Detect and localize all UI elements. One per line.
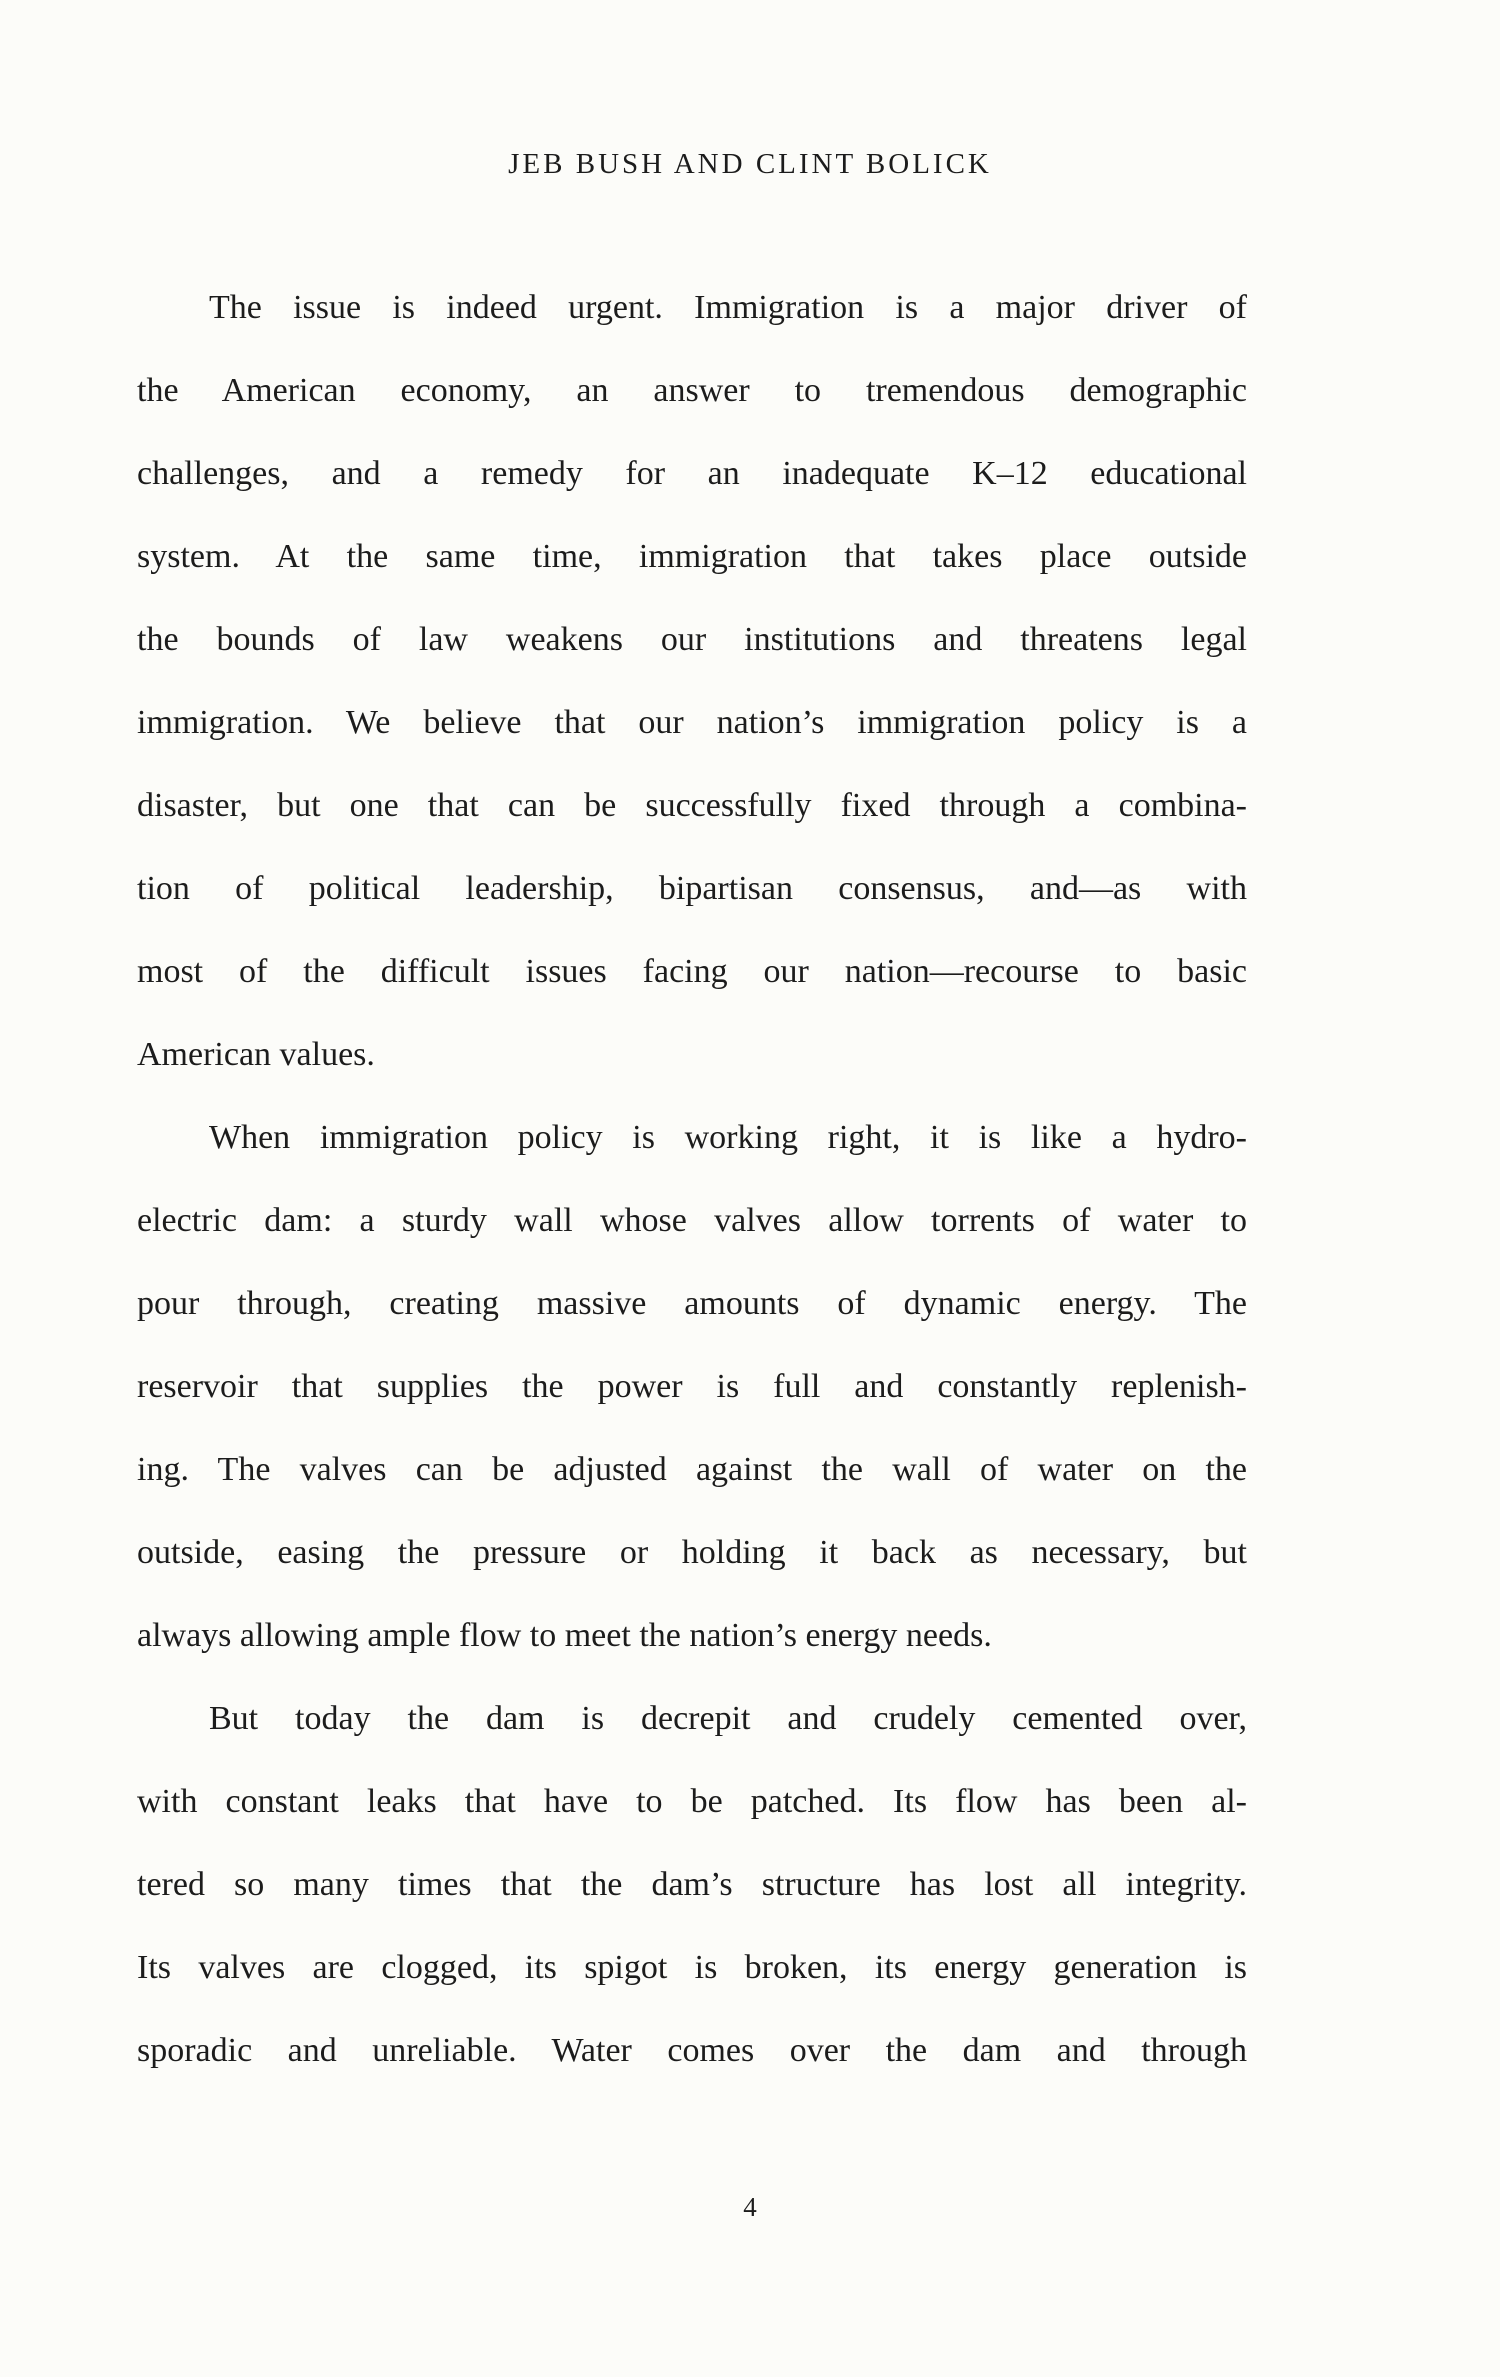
paragraph: [137, 1096, 1247, 1677]
text-line: immigration. We believe that our nation’s immigration policy is a: [137, 704, 1247, 741]
paragraph: [137, 1677, 1247, 2092]
running-header: JEB BUSH AND CLINT BOLICK: [508, 148, 992, 180]
text-line: outside, easing the pressure or holding it back as necessary, but: [137, 1534, 1247, 1571]
text-line: tion of political leadership, bipartisan consensus, and—as with: [137, 870, 1247, 907]
text-line: most of the difficult issues facing our nation—recourse to basic: [137, 953, 1247, 990]
text-line: The issue is indeed urgent. Immigration is a major driver of: [209, 289, 1247, 326]
text-line: challenges, and a remedy for an inadequate K–12 educational: [137, 455, 1247, 492]
text-line: disaster, but one that can be successfully fixed through a combina-: [137, 787, 1247, 824]
text-line: pour through, creating massive amounts of dynamic energy. The: [137, 1285, 1247, 1322]
text-line: electric dam: a sturdy wall whose valves allow torrents of water to: [137, 1202, 1247, 1239]
text-line: system. At the same time, immigration that takes place outside: [137, 538, 1247, 575]
text-line: ing. The valves can be adjusted against the wall of water on the: [137, 1451, 1247, 1488]
paragraph: [137, 266, 1247, 1096]
text-line: the bounds of law weakens our institutions and threatens legal: [137, 621, 1247, 658]
text-line: When immigration policy is working right, it is like a hydro-: [209, 1119, 1247, 1156]
text-line: Its valves are clogged, its spigot is broken, its energy generation is: [137, 1949, 1247, 1986]
text-line: But today the dam is decrepit and crudely cemented over,: [209, 1700, 1247, 1737]
body-text: [137, 266, 1247, 2092]
text-line: the American economy, an answer to tremendous demographic: [137, 372, 1247, 409]
text-line: sporadic and unreliable. Water comes over the dam and through: [137, 2032, 1247, 2069]
text-line: with constant leaks that have to be patched. Its flow has been al-: [137, 1783, 1247, 1820]
text-line: American values.: [137, 1036, 375, 1073]
text-line: tered so many times that the dam’s structure has lost all integrity.: [137, 1866, 1247, 1903]
text-line: always allowing ample flow to meet the nation’s energy needs.: [137, 1617, 992, 1654]
text-line: reservoir that supplies the power is full and constantly replenish-: [137, 1368, 1247, 1405]
page-number: 4: [743, 2192, 757, 2222]
